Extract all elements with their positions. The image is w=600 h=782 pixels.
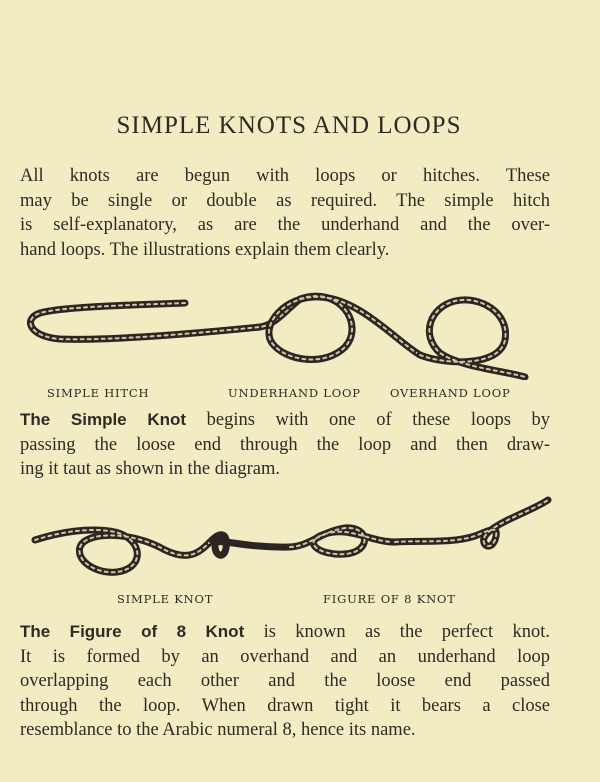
caption-overhand-loop: OVERHAND LOOP [390, 386, 511, 400]
caption-underhand-loop: UNDERHAND LOOP [228, 386, 361, 400]
simple-knot-line: ing it taut as shown in the diagram. [20, 459, 280, 479]
simple-knot-rope [35, 530, 212, 572]
intro-line: may be single or double as required. The simple hitch [20, 190, 550, 211]
intro-line: All knots are begun with loops or hitches. These [20, 166, 550, 186]
caption-figure-8-knot: FIGURE OF 8 KNOT [323, 592, 456, 606]
knots-illustration [0, 492, 600, 592]
intro-paragraph [20, 164, 550, 262]
caption-simple-knot: SIMPLE KNOT [117, 592, 214, 606]
intro-line: is self-explanatory, as are the underhand and the over- [20, 215, 550, 235]
figure-8-line-rest: is known as the perfect knot. [244, 622, 550, 642]
figure-8-line: resemblance to the Arabic numeral 8, hence its name. [20, 720, 416, 740]
simple-knot-term: The Simple Knot [20, 410, 187, 429]
figure-8-line: overlapping each other and the loose end passed [20, 671, 550, 691]
figure-8-knot-tight [395, 500, 548, 546]
simple-knot-tight [212, 535, 290, 556]
caption-simple-hitch: SIMPLE HITCH [47, 386, 150, 400]
simple-knot-line: passing the loose end through the loop and then draw- [20, 434, 550, 455]
simple-hitch-rope [30, 299, 300, 339]
intro-line: hand loops. The illustrations explain them clearly. [20, 239, 390, 260]
simple-knot-line [20, 408, 550, 433]
underhand-loop-rope [269, 296, 420, 359]
loops-illustration [0, 285, 600, 380]
page-title: SIMPLE KNOTS AND LOOPS [116, 112, 462, 139]
figure-8-line [20, 620, 550, 645]
figure-8-line: through the loop. When drawn tight it bears a close [20, 695, 550, 716]
figure-8-paragraph [20, 620, 550, 743]
simple-knot-paragraph [20, 408, 550, 482]
simple-knot-line-rest: begins with one of these loops by [186, 410, 550, 430]
figure-8-term: The Figure of 8 Knot [20, 622, 245, 641]
figure-8-line: It is formed by an overhand and an underhand loop [20, 646, 550, 667]
